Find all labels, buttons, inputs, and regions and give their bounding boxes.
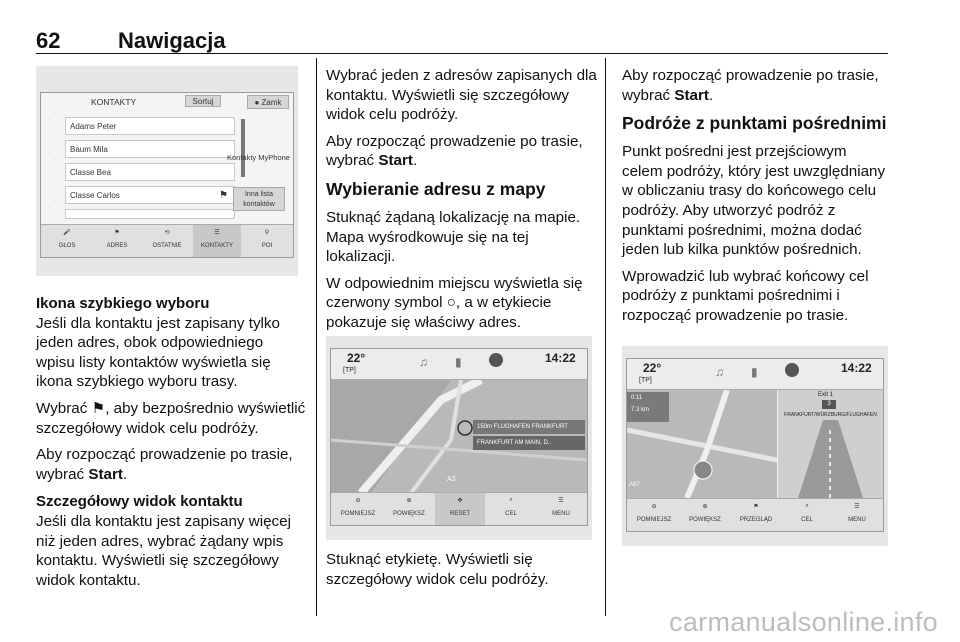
lane-guidance-view [778,390,883,498]
myphone-contacts-label[interactable]: Kontakty MyPhone [227,153,290,162]
road-label: A3 [447,476,456,483]
flag-icon[interactable]: ⚑ [219,190,228,201]
nav-tabbar [41,224,293,257]
text: Aby rozpocząć prowadzenie po trasie, wybrać [36,446,293,483]
music-icon[interactable]: ♫ [419,355,428,369]
page-header [36,28,888,54]
zoom-in-button[interactable] [384,493,434,525]
recent-destinations-icon: ⟲ [164,230,170,236]
exit-label: Exit 1 [818,392,834,398]
close-icon: ● [254,98,260,107]
trip-info [627,392,669,422]
temperature: 22° [347,351,366,365]
start-keyword: Start [674,86,709,104]
paragraph: Wybrać jeden z adresów zapisanych dla kontaktu. Wyświetli się szczegółowy widok celu podróży. [326,67,597,124]
tab-label: CEL [801,517,813,523]
location-label[interactable]: 150m FLUGHAFEN FRANKFURT [473,420,585,434]
zoom-in-button[interactable] [680,499,730,531]
destination-button[interactable] [486,493,536,525]
navigation-icon[interactable] [785,363,799,377]
clock: 14:22 [841,361,872,375]
tab-poi[interactable] [243,225,291,257]
section-heading: Szczegółowy widok kontaktu [36,493,243,511]
other-contact-list-button[interactable] [233,187,285,211]
start-keyword: Start [88,465,123,483]
zoom-in-icon: ⊕ [406,498,412,504]
tab-contacts[interactable] [193,225,241,257]
contacts-title: KONTAKTY [91,97,137,107]
close-button[interactable] [247,95,289,109]
contact-row[interactable]: Classe Bea [65,163,235,181]
temperature: 22° [643,361,662,375]
text: Wybrać [36,399,92,417]
distance: 7.3 km [631,407,650,413]
zoom-out-button[interactable] [629,499,679,531]
column-1 [36,294,306,597]
guidance-screenshot [622,346,888,546]
other-list-line2: kontaktów [243,201,275,208]
zoom-out-icon: ⊖ [651,504,657,510]
text: W odpowiednim miejscu wyświetla się czerwony symbol [326,274,583,312]
paragraph [326,274,598,333]
search-icon: ⌕ [805,503,809,509]
contact-row[interactable] [65,209,235,219]
tab-label: RESET [449,511,470,517]
microphone-icon: 🎤 [63,230,71,236]
tab-label: MENU [552,511,570,517]
tab-recent[interactable] [143,225,191,257]
status-bar [627,359,883,390]
text: Aby rozpocząć prowadzenie po trasie, wybrać [326,132,583,170]
tab-voice[interactable] [43,225,91,257]
exit-number: 3 [822,400,836,409]
text: , aby bezpośrednio wyświetlić szczegółowy widok celu podróży. [36,399,306,437]
paragraph [36,445,306,484]
tab-label: MENU [848,517,866,523]
road-label: A67 [629,482,640,488]
contact-row[interactable]: Baum Mila [65,140,235,158]
tab-label: POMNIEJSZ [636,517,672,523]
menu-icon: ☰ [558,498,564,504]
scrollbar[interactable] [241,119,245,177]
zoom-in-icon: ⊕ [702,504,708,510]
alphabet-index[interactable]: · · · · · · · · · [49,117,51,211]
contacts-screen [40,92,294,258]
contact-row[interactable] [65,186,235,204]
column-2-bottom [326,550,598,596]
footer-url[interactable]: carmanualsonline.info [669,607,938,637]
destination-button[interactable] [782,499,832,531]
tab-address[interactable] [93,225,141,257]
paragraph [622,66,890,105]
contact-row[interactable]: Adams Peter [65,117,235,135]
paragraph: Wprowadzić lub wybrać końcowy cel podróży z punktami pośrednimi i rozpocząć prowadzenie po trasie. [622,267,869,324]
status-bar [331,349,587,380]
menu-button[interactable] [537,493,585,525]
phone-icon[interactable]: ▮ [751,365,758,379]
tab-label: OSTATNIE [152,243,182,249]
tab-label: POWIĘKSZ [393,511,425,517]
menu-icon: ☰ [854,504,860,510]
navigation-icon[interactable] [489,353,503,367]
section-heading: Wybieranie adresu z mapy [326,178,546,199]
address-label[interactable]: FRANKFURT AM MAIN, D.. [473,436,585,450]
route-overview-icon: ⚑ [753,504,759,510]
music-icon[interactable]: ♫ [715,365,724,379]
menu-button[interactable] [833,499,881,531]
zoom-out-button[interactable] [333,493,383,525]
page-number: 62 [36,28,61,53]
paragraph: Stuknąć etykietę. Wyświetli się szczegółowy widok celu podróży. [326,551,549,588]
page-title: Nawigacja [118,28,226,53]
text: . [122,465,128,483]
tab-label: ADRES [106,243,128,249]
paragraph [36,399,306,438]
map-screenshot [326,336,592,540]
guidance-map-view[interactable] [627,390,777,498]
column-divider-2 [605,58,606,616]
other-list-line1: Inna lista [244,191,274,198]
text: . [412,152,418,170]
poi-icon: ⚲ [264,230,270,236]
column-divider-1 [316,58,317,616]
paragraph: Stuknąć żądaną lokalizację na mapie. Mapa wyśrodkowuje się na tej lokalizacji. [326,208,581,266]
section-heading: Ikona szybkiego wyboru [36,295,210,312]
paragraph [326,132,598,171]
tab-label: POMNIEJSZ [340,511,376,517]
start-keyword: Start [378,152,413,170]
contacts-screenshot [36,66,298,276]
tab-label: POWIĘKSZ [689,517,721,523]
sort-button[interactable]: Sortuj [185,95,221,107]
phone-icon[interactable]: ▮ [455,355,462,369]
overview-button[interactable] [731,499,781,531]
tab-label: PRZEGLĄD [739,517,773,523]
tab-label: GŁOS [58,243,76,249]
contacts-icon: ☰ [214,230,220,236]
text: . [708,86,714,104]
tab-label: KONTAKTY [201,243,233,249]
text: , a w etykiecie pokazuje się właściwy adres. [326,294,552,331]
tab-label: CEL [505,511,517,517]
flag-icon: ⚑ [91,399,106,417]
paragraph: Punkt pośredni jest przejściowym celem podróży, który jest uwzględniany w obliczaniu trasy do końcowego celu podróży. Aby utworzyć podróż z punktami pośrednimi, można dodać jeden lub kilka punktów pośrednich. [622,143,886,259]
search-icon: ⌕ [509,497,513,503]
direction-sign: FRANKFURT/WÜRZBURG/FLUGHAFEN [784,412,877,418]
zoom-out-icon: ⊖ [355,498,361,504]
contact-name: Classe Carlos [70,191,120,200]
text: Aby rozpocząć prowadzenie po trasie, wybrać [622,67,879,104]
paragraph: Jeśli dla kontaktu jest zapisany więcej niż jeden adres, wybrać żądany wpis kontaktu. Wyświetli się szczegółowy widok kontaktu. [36,512,291,589]
flag-icon: ⚑ [114,230,120,236]
map-view[interactable] [331,380,587,493]
tab-label: POI [261,243,273,249]
paragraph: Jeśli dla kontaktu jest zapisany tylko jeden adres, obok odpowiedniego wpisu listy kontaktów wyświetla się ikona szybkiego wyboru trasy. [36,314,280,391]
section-heading: Podróże z punktami pośrednimi [622,113,887,134]
guidance-screen [626,358,884,532]
eta: 0:11 [631,395,643,401]
column-3 [622,66,890,333]
close-button-label: Zamk [261,98,282,107]
header-rule [36,53,888,54]
crosshair-icon: ✥ [457,498,463,504]
reset-button[interactable] [435,493,485,525]
clock: 14:22 [545,351,576,365]
map-screen [330,348,588,526]
map-tabbar [331,492,587,525]
column-2 [326,66,598,340]
guidance-tabbar [627,498,883,531]
circle-symbol-icon: ○ [446,294,456,312]
traffic-program: [TP] [343,367,356,374]
traffic-program: [TP] [639,377,652,384]
